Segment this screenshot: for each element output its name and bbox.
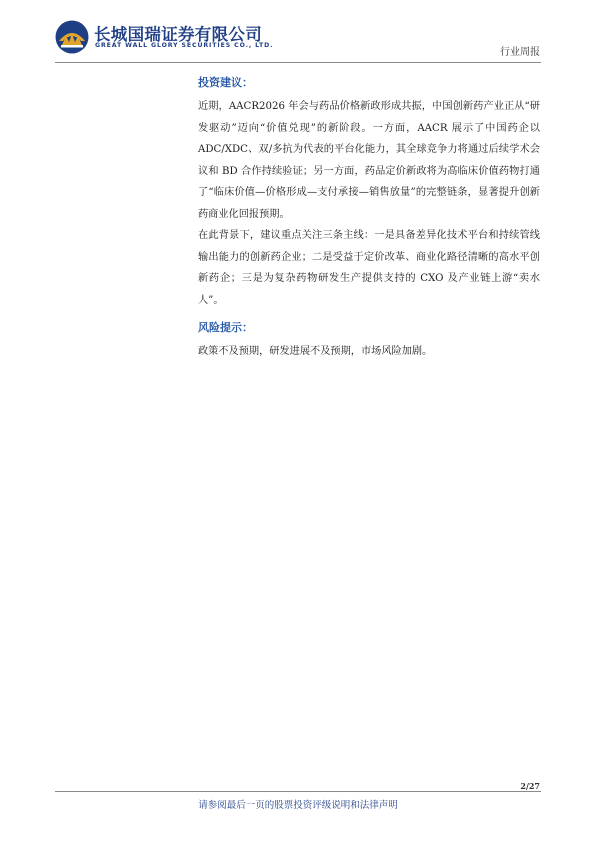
footer-divider	[55, 791, 541, 792]
risk-warning-heading: 风险提示：	[198, 321, 253, 334]
report-type-label: 行业周报	[500, 47, 540, 58]
investment-paragraph: 近期，AACR2026 年会与药品价格新政形成共振，中国创新药产业正从“研发驱动”迈向“价值兑现”的新阶段。一方面，AACR 展示了中国药企以 ADC/XDC、双/多抗为代表的平台化能力，其全球竞争力将通过后续学术会议和 BD 合作持续验证；另一方面，药品定价新政将为高临床价值药物打通了“临床价值—价格形成—支付承接—销售放量”的完整链条，显著提升创新药商业化回报预期。	[198, 101, 540, 220]
header-divider	[55, 62, 541, 63]
risk-warning-text: 政策不及预期，研发进展不及预期，市场风险加剧。	[198, 346, 433, 357]
footer-disclaimer: 请参阅最后一页的股票投资评级说明和法律声明	[198, 800, 398, 811]
page-number: 2/27	[520, 781, 540, 791]
page-header	[0, 0, 596, 70]
main-content	[198, 76, 540, 363]
investment-paragraph: 在此背景下，建议重点关注三条主线：一是具备差异化技术平台和持续管线输出能力的创新药企业；二是受益于定价改革、商业化路径清晰的高水平创新药企；三是为复杂药物研发生产提供支持的 CXO 及产业链上游“卖水人”。	[198, 230, 540, 306]
company-name-en: GREAT WALL GLORY SECURITIES CO., LTD.	[95, 42, 274, 49]
investment-advice-heading: 投资建议：	[198, 76, 253, 89]
great-wall-glory-logo-icon	[55, 20, 89, 54]
company-name-cn: 长城国瑞证券有限公司	[94, 25, 262, 44]
